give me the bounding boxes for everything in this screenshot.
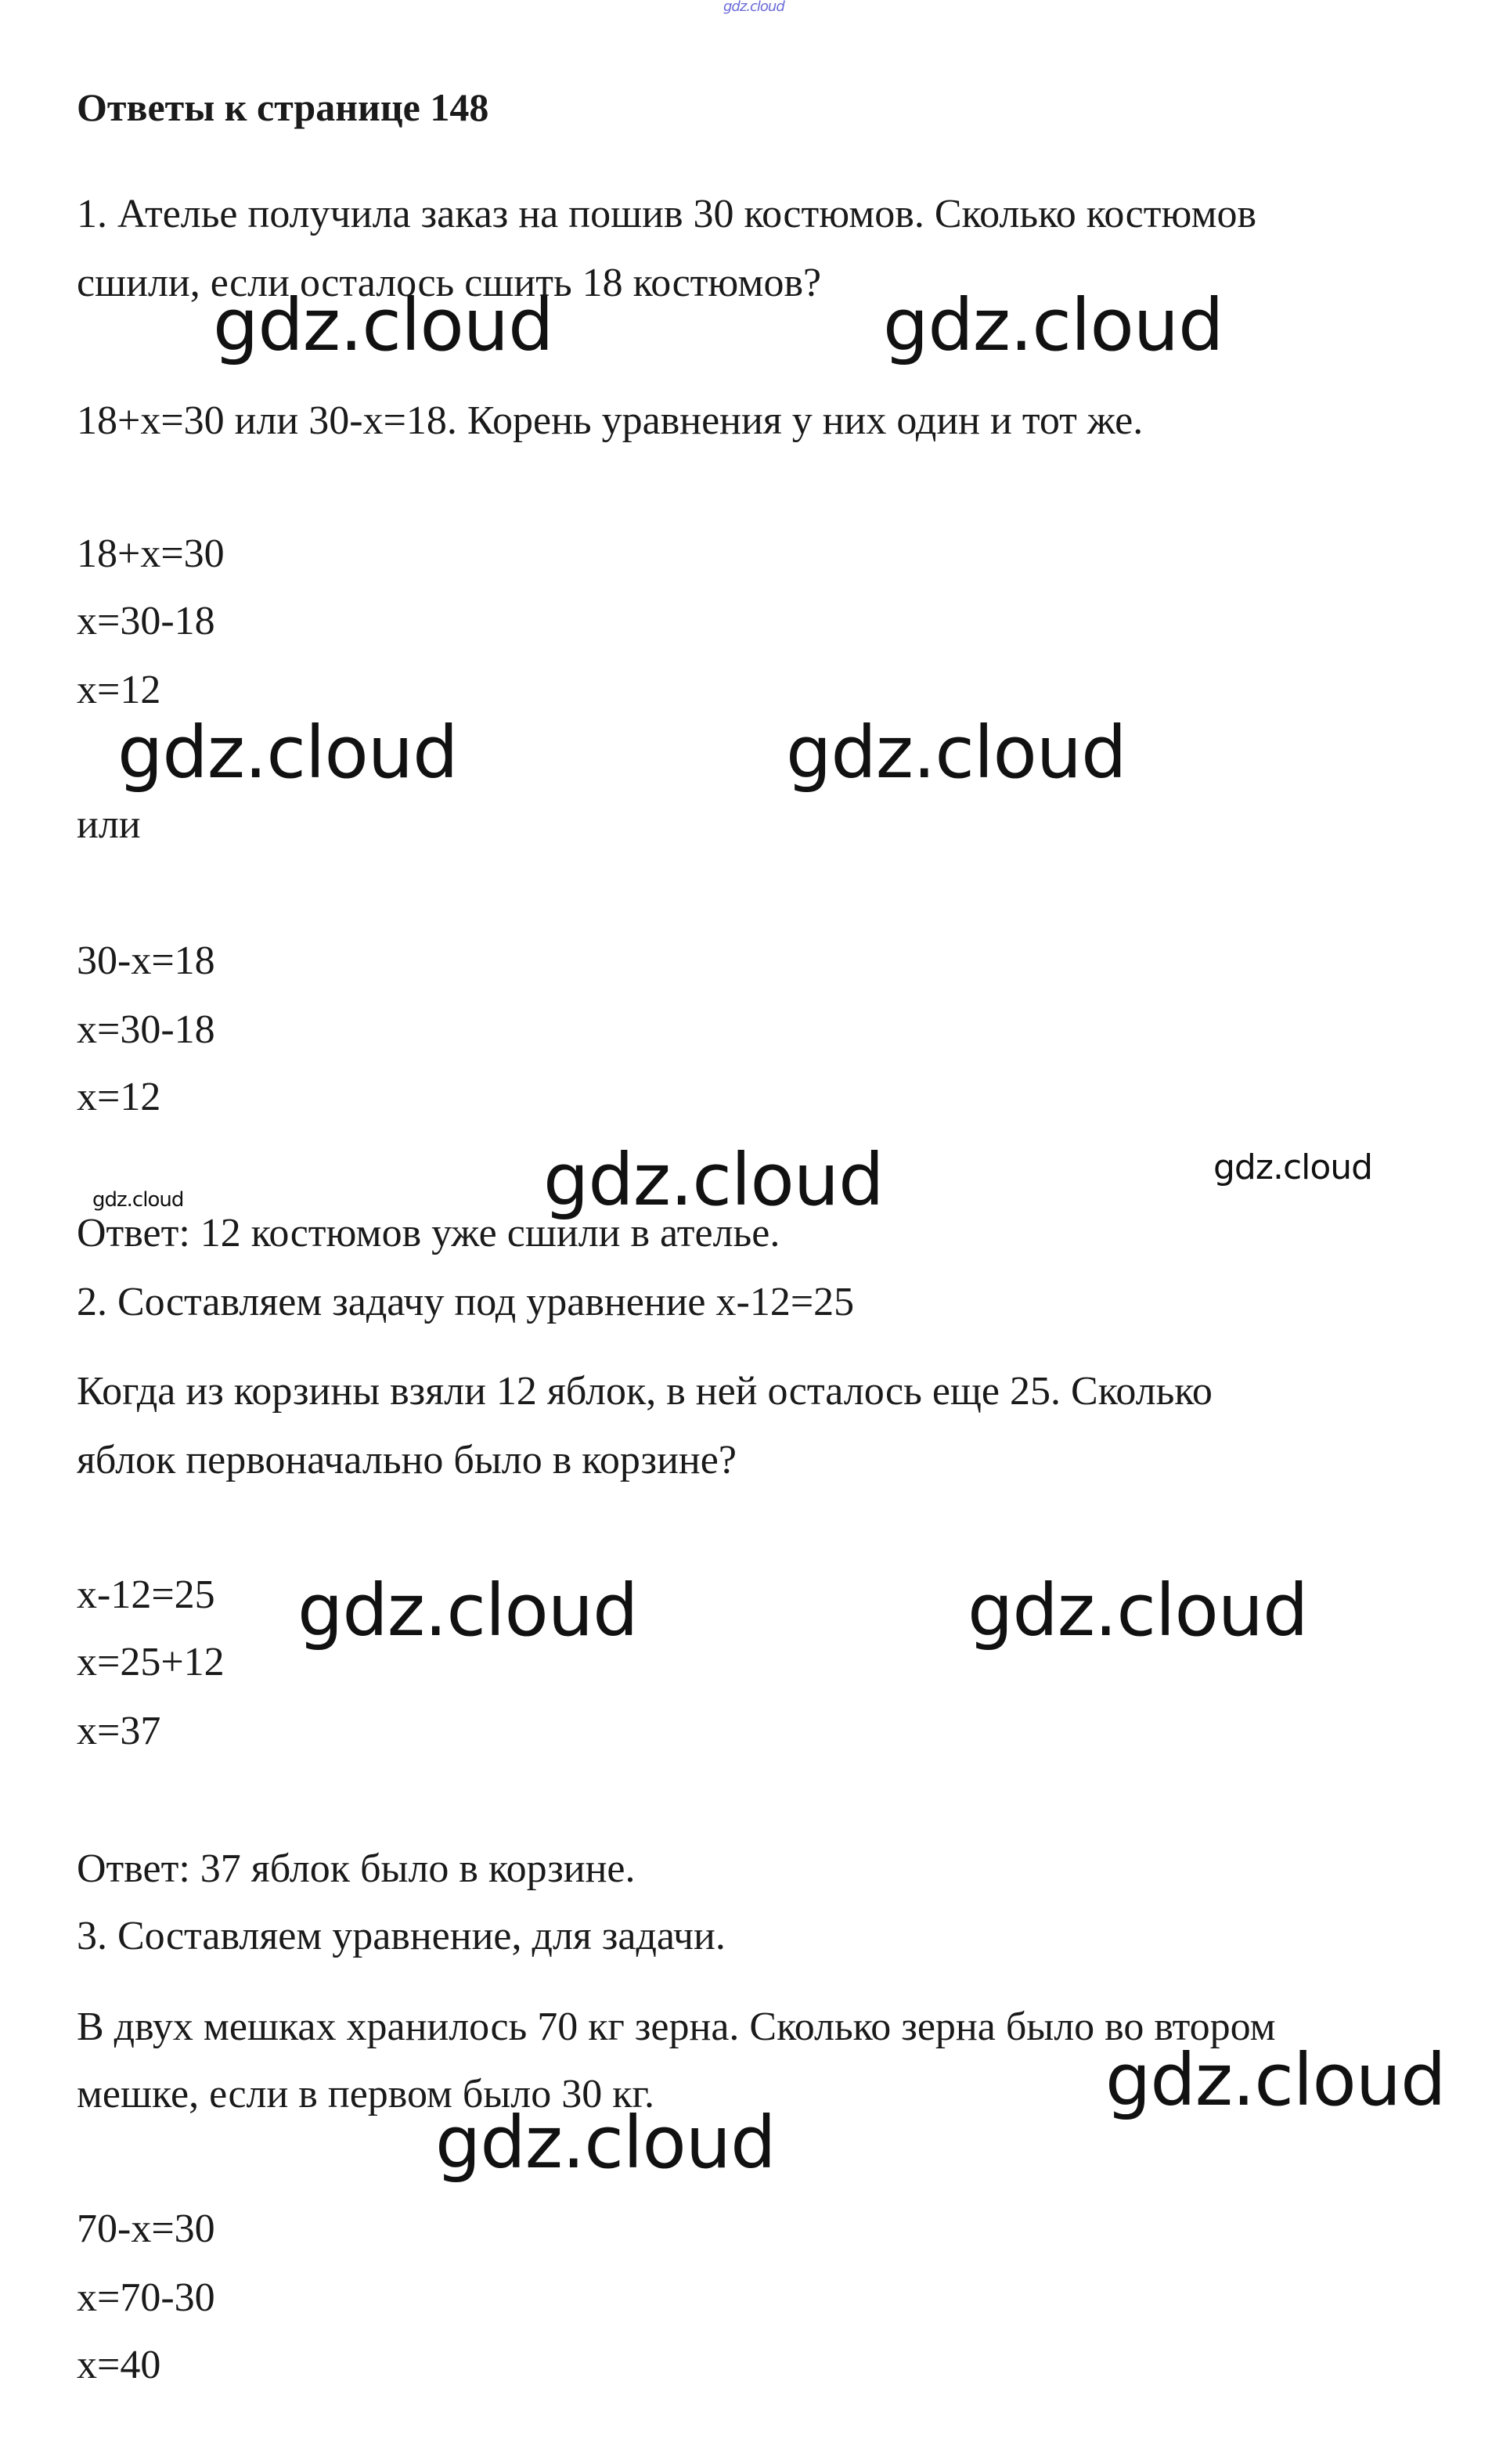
or-text: или: [77, 802, 141, 847]
equation-line: x=70-30: [77, 2275, 215, 2320]
problem-1-equations: 18+x=30 или 30-x=18. Корень уравнения у них один и тот же.: [77, 398, 1144, 443]
problem-1-text: 1. Ателье получила заказ на пошив 30 костюмов. Сколько костюмов: [77, 192, 1257, 236]
equation-line: 30-x=18: [77, 938, 215, 983]
problem-2-heading: 2. Составляем задачу под уравнение x-12=25: [77, 1280, 855, 1324]
answer-2: Ответ: 37 яблок было в корзине.: [77, 1846, 636, 1891]
watermark-small: gdz.cloud: [1213, 1147, 1373, 1187]
watermark: gdz.cloud: [1105, 2038, 1446, 2122]
watermark-tiny: gdz.cloud: [92, 1188, 184, 1212]
watermark: gdz.cloud: [786, 711, 1126, 794]
equation-line: x-12=25: [77, 1572, 215, 1617]
page-title: Ответы к странице 148: [77, 85, 489, 129]
watermark: gdz.cloud: [435, 2101, 776, 2185]
problem-2-text: Когда из корзины взяли 12 яблок, в ней осталось еще 25. Сколько: [77, 1369, 1213, 1414]
answer-1: Ответ: 12 костюмов уже сшили в ателье.: [77, 1211, 780, 1255]
watermark: gdz.cloud: [213, 283, 553, 367]
equation-line: x=40: [77, 2343, 161, 2387]
watermark: gdz.cloud: [297, 1569, 638, 1652]
problem-3-text: мешке, если в первом было 30 кг.: [77, 2072, 654, 2116]
problem-3-heading: 3. Составляем уравнение, для задачи.: [77, 1914, 726, 1958]
problem-1-text: сшили, если осталось сшить 18 костюмов?: [77, 261, 822, 305]
equation-line: x=12: [77, 1075, 161, 1119]
watermark-top: gdz.cloud: [723, 0, 784, 15]
equation-line: 70-x=30: [77, 2206, 215, 2251]
equation-line: x=37: [77, 1709, 161, 1753]
equation-line: x=25+12: [77, 1640, 225, 1684]
watermark: gdz.cloud: [968, 1569, 1308, 1652]
watermark: gdz.cloud: [543, 1138, 884, 1222]
equation-line: 18+x=30: [77, 531, 225, 576]
problem-2-text: яблок первоначально было в корзине?: [77, 1438, 737, 1482]
watermark: gdz.cloud: [883, 283, 1223, 367]
equation-line: x=30-18: [77, 599, 215, 643]
equation-line: x=12: [77, 668, 161, 712]
equation-line: x=30-18: [77, 1007, 215, 1052]
problem-3-text: В двух мешках хранилось 70 кг зерна. Сколько зерна было во втором: [77, 2005, 1276, 2049]
watermark: gdz.cloud: [117, 711, 458, 794]
